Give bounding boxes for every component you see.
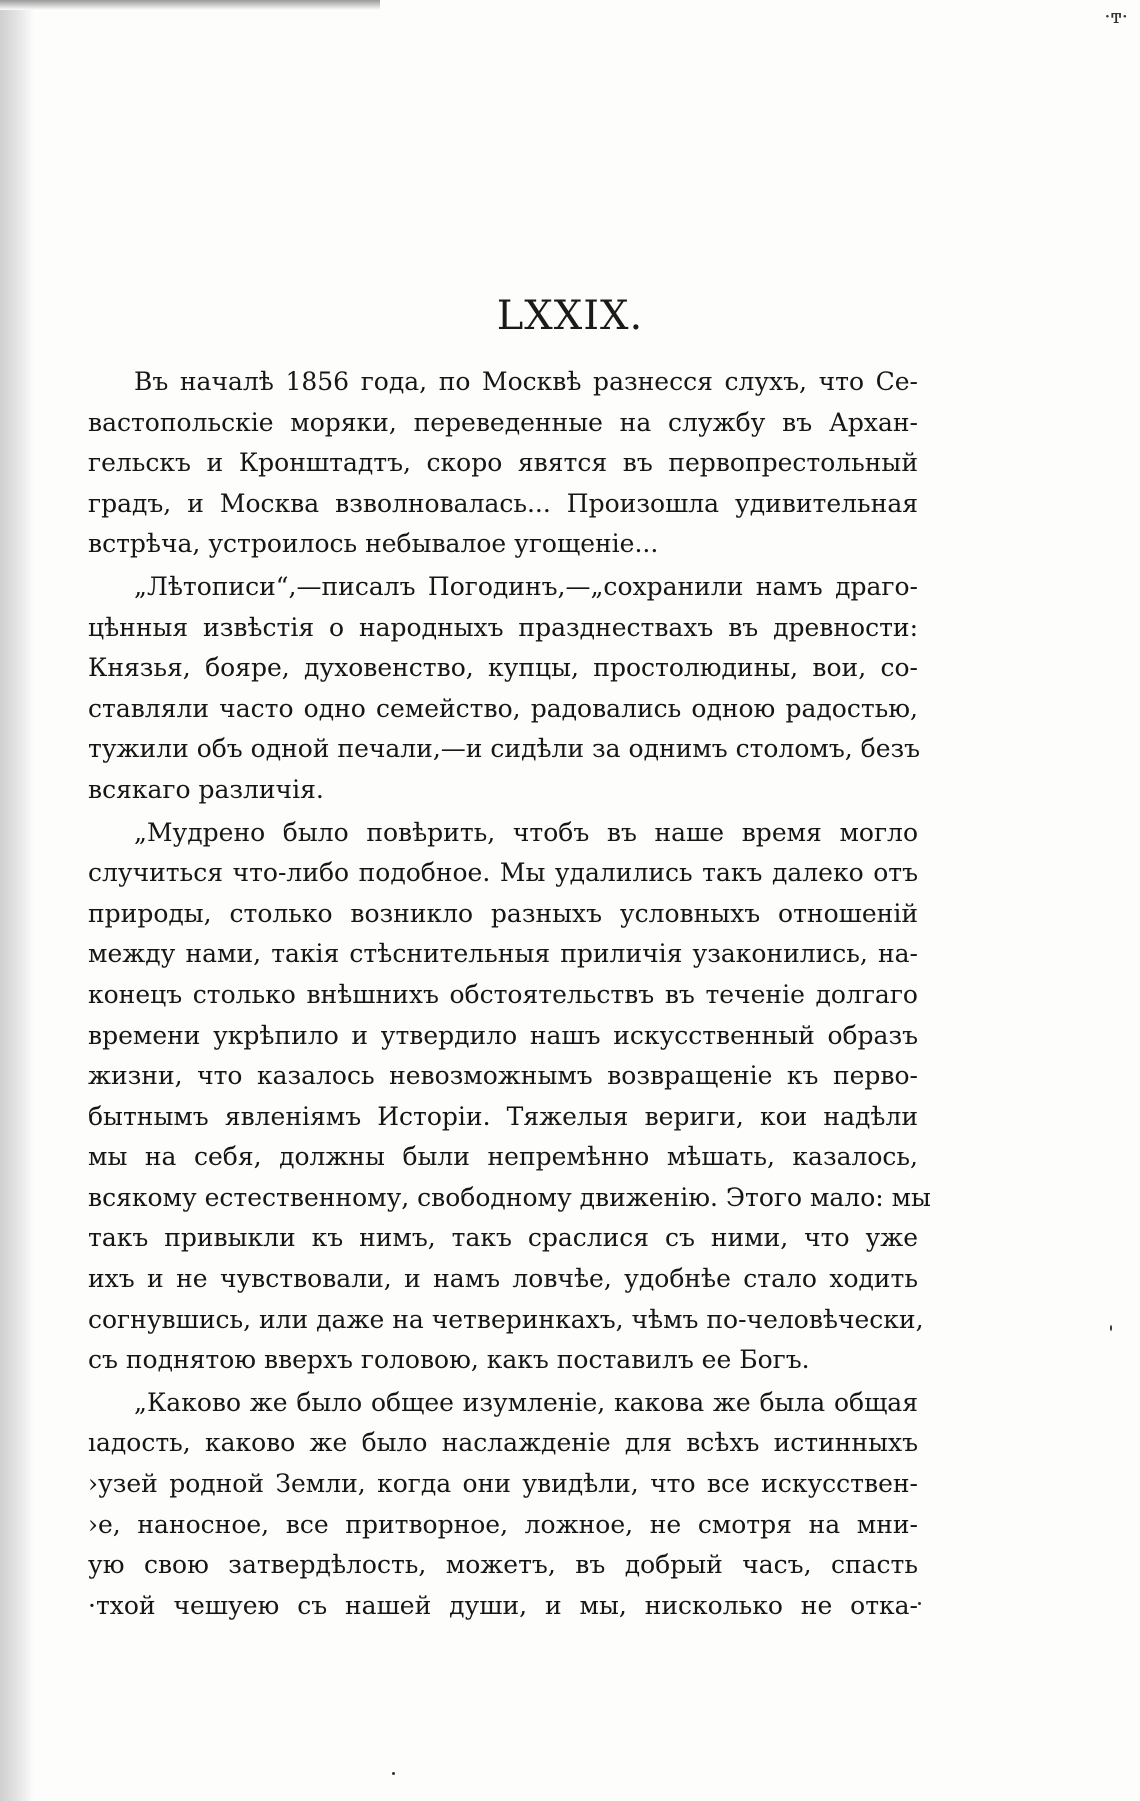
corner-mark: ·ͳ· <box>1104 4 1128 28</box>
binding-shadow <box>0 0 34 1801</box>
text-line: ›е, наносное, все притворное, ложное, не смотря на мни- <box>88 1509 918 1539</box>
text-line: Князья, бояре, духовенство, купцы, простолюдины, вои, со- <box>88 653 918 683</box>
print-speck <box>1110 1325 1112 1331</box>
chapter-number: LXXIX. <box>496 293 644 339</box>
text-line: вастопольскіе моряки, переведенные на службу въ Архан- <box>88 407 918 437</box>
text-line: ую свою затвердѣлость, можетъ, въ добрый часъ, спасть <box>88 1550 918 1580</box>
paragraph-3 <box>88 813 931 1381</box>
text-line: конецъ столько внѣшнихъ обстоятельствъ въ теченіе долгаго <box>88 979 918 1009</box>
text-line: ·тхой чешуею съ нашей души, и мы, нисколько не отка- <box>88 1590 918 1620</box>
print-speck <box>918 1602 921 1605</box>
text-line: жизни, что казалось невозможнымъ возвращеніе къ перво- <box>88 1061 918 1091</box>
text-line: такъ привыкли къ нимъ, такъ сраслися съ ними, что уже <box>88 1223 918 1253</box>
paragraph-1 <box>88 362 918 565</box>
text-line: „Каково же было общее изумленіе, какова же была общая <box>134 1387 918 1417</box>
text-line: бытнымъ явленіямъ Исторіи. Тяжелыя вериги, кои надѣли <box>88 1101 918 1131</box>
text-line: согнувшись, или даже на четверинкахъ, чѣмъ по-человѣчески, <box>88 1304 924 1334</box>
text-line: всякому естественному, свободному движенію. Этого мало: мы <box>88 1182 931 1212</box>
text-line: ихъ и не чувствовали, и намъ ловчѣе, удобнѣе стало ходить <box>88 1264 918 1294</box>
text-line: цѣнныя извѣстія о народныхъ празднествахъ въ древности: <box>88 612 918 642</box>
text-line: ›узей родной Земли, когда они увидѣли, что все искусствен- <box>88 1469 918 1499</box>
paragraph-2 <box>88 567 921 811</box>
text-line: времени укрѣпило и утвердило нашъ искусственный образъ <box>88 1020 918 1050</box>
text-line: ıадость, каково же было наслажденіе для всѣхъ истинныхъ <box>88 1428 918 1458</box>
text-line: ставляли часто одно семейство, радовались одною радостью, <box>88 693 918 723</box>
top-edge-shadow <box>0 0 380 10</box>
text-column <box>88 362 931 1628</box>
text-line: градъ, и Москва взволновалась... Произошла удивительная <box>88 488 918 518</box>
text-line: Въ началѣ 1856 года, по Москвѣ разнесся слухъ, что Се- <box>134 367 918 396</box>
text-line: всякаго различія. <box>88 774 324 804</box>
print-speck <box>392 1772 395 1775</box>
text-line: мы на себя, должны были непремѣнно мѣшать, казалось, <box>88 1142 918 1172</box>
text-line: природы, столько возникло разныхъ условныхъ отношеній <box>88 898 918 928</box>
text-line: „Лѣтописи“,—писалъ Погодинъ,—„сохранили намъ драго- <box>134 571 918 601</box>
paragraph-4 <box>88 1383 918 1627</box>
text-line: случиться что-либо подобное. Мы удалились такъ далеко отъ <box>88 858 918 888</box>
text-line: между нами, такія стѣснительныя приличія узаконились, на- <box>88 939 918 969</box>
text-line: съ поднятою вверхъ головою, какъ поставилъ ее Богъ. <box>88 1345 810 1375</box>
text-line: тужили объ одной печали,—и сидѣли за однимъ столомъ, безъ <box>88 734 921 764</box>
text-line: гельскъ и Кронштадтъ, скоро явятся въ первопрестольный <box>88 448 918 478</box>
text-line: встрѣча, устроилось небывалое угощеніе... <box>88 529 659 559</box>
text-line: „Мудрено было повѣрить, чтобъ въ наше время могло <box>134 817 918 847</box>
